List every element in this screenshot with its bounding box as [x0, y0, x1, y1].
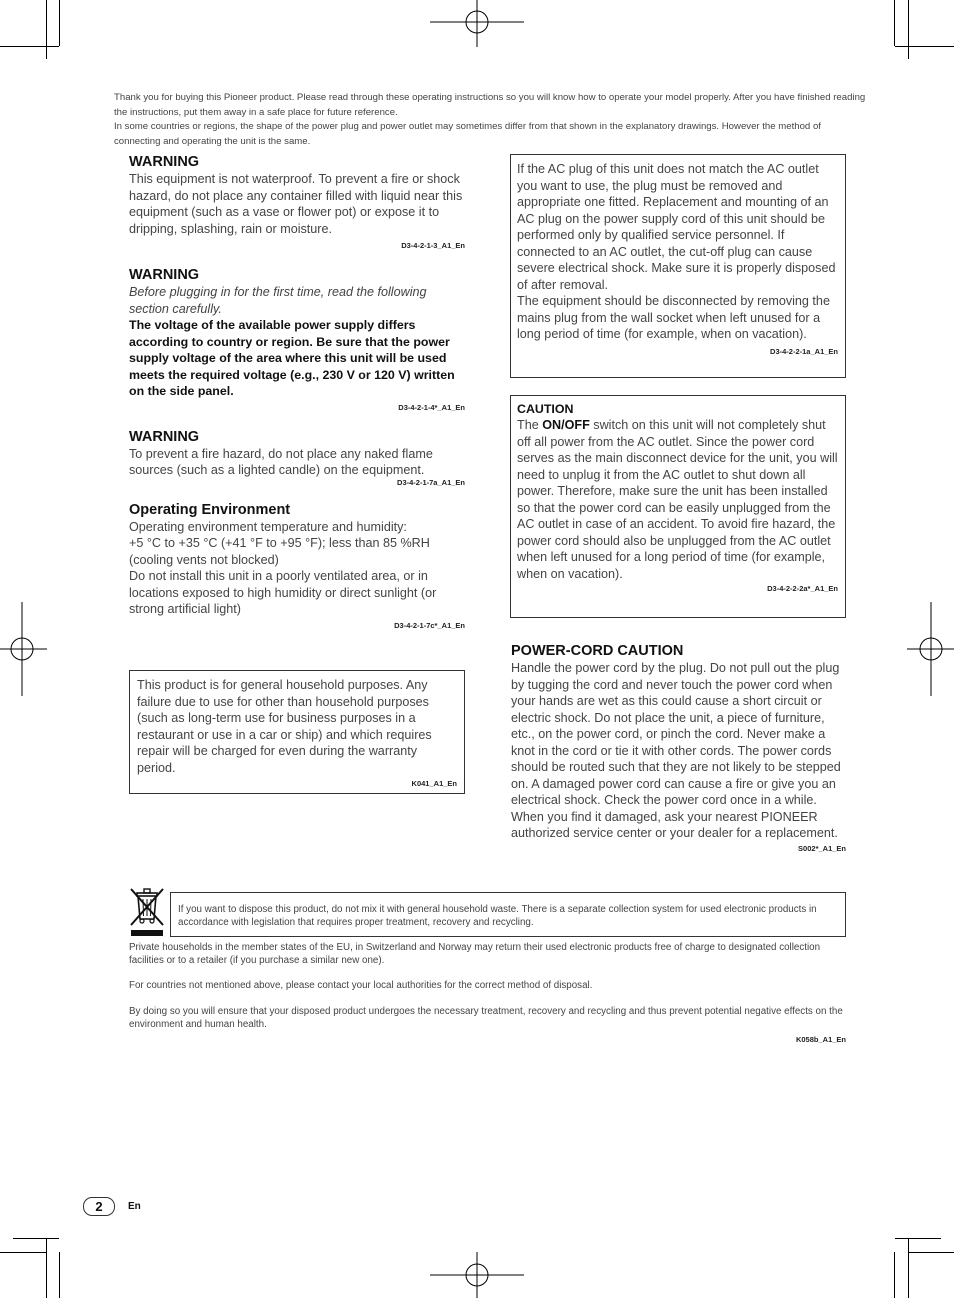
warning-text: To prevent a fire hazard, do not place any naked flame sources (such as a lighted candle) on the equipment.	[129, 446, 433, 477]
on-off-label: ON/OFF	[542, 418, 590, 432]
registration-mark-left	[0, 602, 47, 696]
disposal-box	[170, 892, 846, 937]
warning-flame	[129, 428, 465, 489]
disposal-paragraph-3: By doing so you will ensure that your disposed product undergoes the necessary treatment, recovery and recycling and thus prevent potential negative effects on the environment and human health.	[129, 1006, 843, 1030]
caution-box	[510, 395, 846, 618]
env-line-1: Operating environment temperature and humidity:	[129, 519, 407, 534]
registration-mark-right	[907, 602, 954, 696]
ac-plug-text-1: If the AC plug of this unit does not match the AC outlet you want to use, the plug must be removed and appropriate one fitted. Replacement and mounting of an AC plug on the power supply cord of this unit should be performed only by qualified service personnel. If connected to an AC outlet, the cut-off plug can cause severe electrical shock. Make sure it is properly disposed of after removal.	[517, 162, 836, 292]
disposal-boxed-text: If you want to dispose this product, do not mix it with general household waste. There is a separate collection system for used electronic products in accordance with legislation that requires proper treatment, recovery and recycling.	[178, 904, 817, 928]
warning-italic-note: Before plugging in for the first time, read the following section carefully.	[129, 285, 427, 316]
section-code: S002*_A1_En	[798, 843, 846, 853]
warning-title: WARNING	[129, 428, 200, 445]
env-line-2: +5 °C to +35 °C (+41 °F to +95 °F); less than 85 %RH (cooling vents not blocked)	[129, 536, 430, 567]
disposal-paragraph-1: Private households in the member states of the EU, in Switzerland and Norway may return their used electronic products free of charge to designated collection facilities or to a retailer (if you purchase a similar new one).	[129, 942, 821, 966]
household-text: This product is for general household purposes. Any failure due to use for other than household purposes (such as long-term use for business purposes in a restaurant or use in a car or ship) and which requires repair will be charged for even during the warranty period.	[137, 678, 432, 775]
section-code: D3-4-2-1-4*_A1_En	[398, 402, 465, 412]
intro-text	[114, 91, 866, 149]
crossed-out-bin-icon	[128, 885, 166, 937]
disposal-notes	[129, 941, 846, 1046]
warning-bold-text: The voltage of the available power supply differs according to country or region. Be sure that the power supply voltage of the area where this unit will be used meets the required voltage (e.g., 230 V or 120 V) written on the side panel.	[129, 318, 455, 398]
caution-text-post: switch on this unit will not completely shut off all power from the AC outlet. Since the power cord serves as the main disconnect device for the unit, you will need to unplug it from the AC outlet to shut down all power. Therefore, make sure the unit has been installed so that the power cord can be easily unplugged from the AC outlet in case of an accident. To avoid fire hazard, the power cord should also be unplugged from the AC outlet when left unused for a long period of time (for example, when on vacation).	[517, 418, 838, 581]
section-code: D3-4-2-2-1a_A1_En	[770, 346, 838, 356]
section-code: D3-4-2-1-7c*_A1_En	[394, 620, 465, 630]
warning-title: WARNING	[129, 267, 200, 283]
power-cord-title: POWER-CORD CAUTION	[511, 643, 684, 659]
warning-voltage	[129, 266, 465, 414]
page-number: 2	[83, 1197, 115, 1216]
section-code: D3-4-2-1-3_A1_En	[401, 241, 465, 250]
caution-title: CAUTION	[517, 402, 574, 416]
power-cord-caution	[511, 642, 846, 855]
language-label: En	[128, 1201, 141, 1212]
warning-title: WARNING	[129, 154, 200, 170]
household-box	[129, 670, 465, 794]
registration-mark-top	[430, 0, 524, 47]
warning-text: This equipment is not waterproof. To prevent a fire or shock hazard, do not place any container filled with liquid near this equipment (such as a vase or flower pot) or expose it to dripping, splashing, rain or moisture.	[129, 172, 463, 236]
intro-line-2: In some countries or regions, the shape of the power plug and power outlet may sometimes differ from that shown in the explanatory drawings. However the method of connecting and operating the unit is the same.	[114, 121, 821, 147]
ac-plug-box	[510, 154, 846, 378]
section-code: D3-4-2-2-2a*_A1_En	[767, 584, 838, 593]
section-code: D3-4-2-1-7a_A1_En	[397, 477, 465, 487]
ac-plug-text-2: The equipment should be disconnected by removing the mains plug from the wall socket when left unused for a long period of time (for example, when on vacation).	[517, 294, 830, 341]
registration-mark-bottom	[430, 1252, 524, 1298]
power-cord-text: Handle the power cord by the plug. Do not pull out the plug by tugging the cord and never touch the power cord when your hands are wet as this could cause a short circuit or electric shock. Do not place the unit, a piece of furniture, etc., on the power cord, or pinch the cord. Never make a knot in the cord or tie it with other cords. The power cords should be routed such that they are not likely to be stepped on. A damaged power cord can cause a fire or give you an electrical shock. Check the power cord once in a while. When you find it damaged, ask your nearest PIONEER authorized service center or your dealer for a replacement.	[511, 661, 841, 840]
env-title: Operating Environment	[129, 501, 291, 518]
caution-text-pre: The	[517, 418, 543, 432]
section-code: K058b_A1_En	[795, 1035, 846, 1044]
operating-environment	[129, 501, 465, 632]
section-code: K041_A1_En	[411, 779, 457, 788]
left-column	[129, 153, 465, 632]
caution-text	[517, 417, 838, 582]
env-line-3: Do not install this unit in a poorly ventilated area, or in locations exposed to high humidity or direct sunlight (or strong artificial light)	[129, 569, 437, 616]
disposal-paragraph-2: For countries not mentioned above, please contact your local authorities for the correct method of disposal.	[129, 980, 593, 991]
warning-waterproof	[129, 153, 465, 252]
intro-line-1: Thank you for buying this Pioneer product. Please read through these operating instructions so you will know how to operate your model properly. After you have finished reading the instructions, put them away in a safe place for future reference.	[114, 92, 866, 118]
